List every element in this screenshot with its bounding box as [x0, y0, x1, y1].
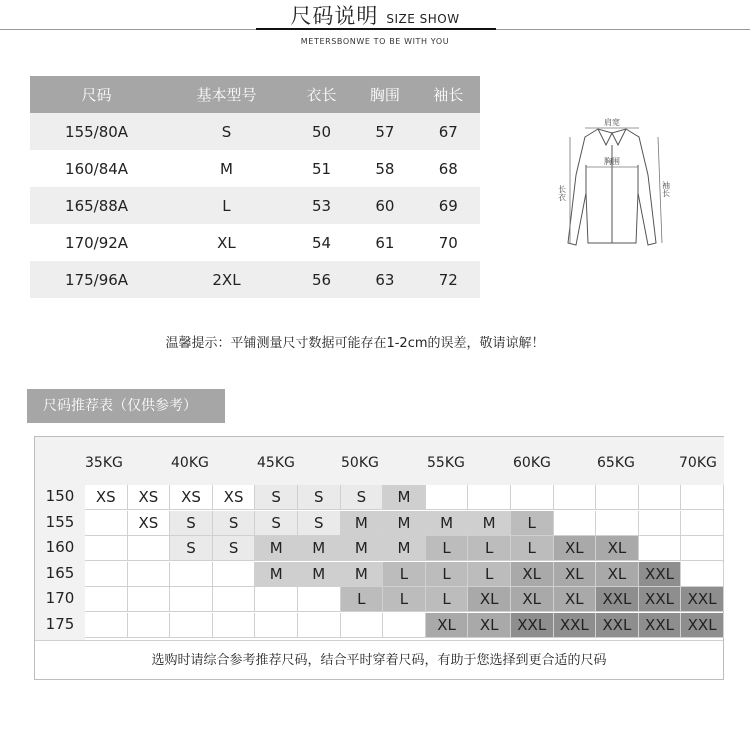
grid-cell: XXL [596, 587, 639, 612]
grid-row [85, 613, 724, 638]
height-label: 160 [45, 538, 75, 556]
divider-center [256, 28, 496, 30]
table-cell: 160/84A [65, 159, 129, 178]
grid-cell [255, 613, 298, 638]
height-label: 155 [45, 513, 75, 531]
table-cell: 155/80A [30, 113, 163, 150]
table-cell: 72 [417, 261, 480, 298]
shoulder-label: 肩宽 [604, 118, 620, 127]
grid-cell: M [255, 536, 298, 561]
grid-cell [298, 613, 341, 638]
weight-label: 70KG [679, 455, 717, 471]
size-grid [85, 485, 724, 639]
grid-cell: S [298, 511, 341, 536]
table-row [30, 224, 480, 261]
grid-cell [681, 562, 724, 587]
grid-cell: XXL [596, 613, 639, 638]
measurement-notice: 温馨提示：平铺测量尺寸数据可能存在1-2cm的误差，敬请谅解！ [165, 336, 545, 351]
grid-cell: M [426, 511, 469, 536]
grid-cell: M [468, 511, 511, 536]
grid-cell: XL [511, 587, 554, 612]
grid-cell: L [426, 536, 469, 561]
grid-cell: M [341, 511, 384, 536]
table-cell: 67 [417, 113, 480, 150]
grid-cell: L [426, 562, 469, 587]
grid-cell: S [170, 511, 213, 536]
grid-cell: M [255, 562, 298, 587]
grid-cell [128, 562, 171, 587]
weight-label: 45KG [257, 455, 295, 471]
grid-cell: S [170, 536, 213, 561]
col-header: 衣长 [290, 76, 353, 113]
grid-cell [213, 587, 256, 612]
grid-cell [128, 613, 171, 638]
grid-cell: L [468, 536, 511, 561]
grid-cell: XXL [681, 613, 724, 638]
recommend-footer: 选购时请综合参考推荐尺码，结合平时穿着尺码，有助于您选择到更合适的尺码 [35, 640, 723, 681]
grid-cell [681, 536, 724, 561]
grid-cell [554, 485, 597, 510]
weight-label: 40KG [171, 455, 209, 471]
brand-subtitle: METERSBONWE TO BE WITH YOU [300, 37, 450, 46]
table-cell: 51 [311, 159, 332, 178]
recommend-table [34, 436, 724, 680]
grid-cell: XS [213, 485, 256, 510]
length-label: 长衣 [557, 185, 567, 201]
grid-cell: S [213, 511, 256, 536]
table-row [30, 261, 480, 298]
grid-cell: S [255, 485, 298, 510]
grid-row [85, 562, 724, 587]
grid-cell: XXL [639, 613, 682, 638]
table-cell: S [163, 113, 290, 150]
grid-cell: L [511, 536, 554, 561]
grid-cell [596, 511, 639, 536]
grid-cell [596, 485, 639, 510]
grid-cell [298, 587, 341, 612]
grid-cell: S [213, 536, 256, 561]
sleeve-label: 袖长 [661, 181, 671, 197]
grid-cell: XL [554, 587, 597, 612]
grid-cell: S [298, 485, 341, 510]
grid-cell: L [426, 587, 469, 612]
grid-row [85, 511, 724, 536]
grid-cell [383, 613, 426, 638]
table-cell: 60 [353, 187, 416, 224]
grid-cell [213, 562, 256, 587]
grid-cell: L [468, 562, 511, 587]
grid-cell [85, 562, 128, 587]
grid-cell [511, 485, 554, 510]
grid-cell: XS [128, 485, 171, 510]
grid-cell [639, 511, 682, 536]
table-cell: 58 [375, 159, 395, 178]
height-label: 170 [45, 589, 75, 607]
grid-cell: M [341, 536, 384, 561]
grid-cell [170, 562, 213, 587]
col-header: 基本型号 [163, 76, 290, 113]
col-header: 袖长 [417, 76, 480, 113]
grid-cell: XXL [511, 613, 554, 638]
weight-label: 55KG [427, 455, 465, 471]
grid-cell: XL [468, 613, 511, 638]
grid-cell: XL [468, 587, 511, 612]
grid-cell [426, 485, 469, 510]
grid-cell [85, 587, 128, 612]
grid-cell [255, 587, 298, 612]
grid-cell: XL [596, 536, 639, 561]
size-table-header [30, 76, 480, 113]
grid-cell: M [383, 485, 426, 510]
grid-cell: M [383, 511, 426, 536]
grid-row [85, 536, 724, 561]
grid-cell: M [341, 562, 384, 587]
grid-cell [213, 613, 256, 638]
grid-cell: XL [554, 562, 597, 587]
grid-cell [128, 536, 171, 561]
grid-cell [128, 587, 171, 612]
grid-cell [341, 613, 384, 638]
weight-label: 35KG [85, 455, 123, 471]
table-cell: 54 [311, 233, 332, 252]
grid-cell: XS [128, 511, 171, 536]
grid-row [85, 485, 724, 510]
grid-cell [468, 485, 511, 510]
page-title-en: SIZE SHOW [386, 12, 460, 26]
grid-cell: XL [554, 536, 597, 561]
height-label: 150 [45, 487, 75, 505]
grid-cell: L [383, 562, 426, 587]
divider-left [0, 29, 256, 30]
table-row [30, 187, 480, 224]
table-cell: 165/88A [30, 187, 163, 224]
grid-cell: XXL [639, 587, 682, 612]
garment-measurement-sketch [550, 115, 675, 255]
grid-cell: XXL [554, 613, 597, 638]
table-cell: XL [217, 233, 236, 252]
table-cell: 68 [438, 159, 458, 178]
grid-cell: M [298, 536, 341, 561]
table-cell: 53 [290, 187, 353, 224]
table-cell: 61 [375, 233, 395, 252]
grid-cell [681, 485, 724, 510]
height-label: 175 [45, 615, 75, 633]
recommend-badge: 尺码推荐表（仅供参考） [27, 389, 225, 423]
grid-cell: L [341, 587, 384, 612]
grid-cell: L [383, 587, 426, 612]
table-cell: 50 [290, 113, 353, 150]
grid-cell: S [255, 511, 298, 536]
table-cell: 170/92A [65, 233, 129, 252]
height-label: 165 [45, 564, 75, 582]
table-cell: 63 [353, 261, 416, 298]
weight-label: 50KG [341, 455, 379, 471]
table-cell: 175/96A [30, 261, 163, 298]
table-cell: M [220, 159, 233, 178]
table-row [30, 113, 480, 150]
page-title: 尺码说明 [290, 4, 379, 28]
col-header: 胸围 [353, 76, 416, 113]
grid-cell: S [341, 485, 384, 510]
grid-cell: M [383, 536, 426, 561]
page-header [0, 0, 750, 30]
table-cell: 56 [290, 261, 353, 298]
table-cell: L [163, 187, 290, 224]
grid-cell: XL [596, 562, 639, 587]
table-row [30, 150, 480, 187]
table-cell: 57 [353, 113, 416, 150]
chest-label: 胸围 [604, 157, 620, 166]
grid-cell [170, 587, 213, 612]
weight-label: 65KG [597, 455, 635, 471]
grid-cell [681, 511, 724, 536]
grid-cell: XL [511, 562, 554, 587]
size-table [30, 76, 480, 298]
grid-cell [85, 613, 128, 638]
grid-cell [639, 485, 682, 510]
grid-cell [85, 511, 128, 536]
grid-cell: L [511, 511, 554, 536]
table-cell: 69 [417, 187, 480, 224]
weight-header-bg [85, 437, 724, 485]
grid-cell: XL [426, 613, 469, 638]
grid-cell: XXL [639, 562, 682, 587]
grid-row [85, 587, 724, 612]
divider-right [496, 29, 750, 30]
grid-cell: M [298, 562, 341, 587]
grid-cell [639, 536, 682, 561]
col-header: 尺码 [30, 76, 163, 113]
grid-cell: XS [170, 485, 213, 510]
grid-cell: XXL [681, 587, 724, 612]
table-cell: 70 [438, 233, 458, 252]
grid-cell [85, 536, 128, 561]
table-cell: 2XL [163, 261, 290, 298]
grid-cell [170, 613, 213, 638]
weight-label: 60KG [513, 455, 551, 471]
grid-cell [554, 511, 597, 536]
grid-cell: XS [85, 485, 128, 510]
